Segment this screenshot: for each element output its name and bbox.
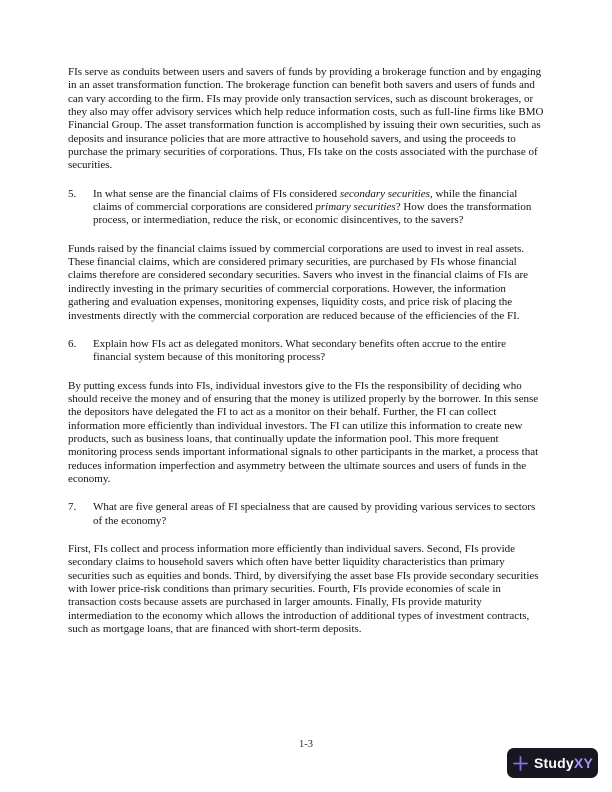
question-number: 7. <box>68 501 77 514</box>
question-text: What are five general areas of FI specialness that are caused by providing various services to sectors of the economy? <box>93 501 536 527</box>
document-body <box>68 66 547 651</box>
answer-paragraph: By putting excess funds into FIs, individual investors give to the FIs the responsibility of deciding who should receive the money and of ensuring that the money is utilized properly by the borrower. In this sense the depositors have delegated the FI to act as a monitor on their behalf. Further, the FI can collect information more efficiently than individual investors. The FI can utilize this information to create new products, such as business loans, that continually update the information pool. This more frequent monitoring process sends important informational signals to other participants in the market, a process that reduces information imperfection and asymmetry between the ultimate sources and users of funds in the economy. <box>68 379 539 485</box>
answer-paragraph: First, FIs collect and process information more efficiently than individual savers. Second, FIs provide secondary claims to household savers which often have better liquidity characteristics than primary securities such as equities and bonds. Third, by diversifying the asset base FIs provide secondary securities with lower price-risk conditions than primary securities. Fourth, FIs provide economies of scale in transaction costs because assets are purchased in larger amounts. Finally, FIs provide maturity intermediation to the economy which allows the introduction of additional types of investment contracts, such as mortgage loans, that are financed with short-term deposits. <box>68 542 539 636</box>
question-block <box>68 501 547 528</box>
question-block <box>68 338 547 365</box>
logo-wordmark <box>534 756 593 770</box>
logo-text-primary: Study <box>534 755 574 771</box>
plus-icon <box>512 755 529 772</box>
answer-paragraph: FIs serve as conduits between users and savers of funds by providing a brokerage function and by engaging in an asset transformation function. The brokerage function can benefit both savers and users of funds and can vary according to the firm. FIs may provide only transaction services, such as discount brokerages, or they also may offer advisory services which help reduce information costs, such as full-line firms like BMO Financial Group. The asset transformation function is accomplished by issuing their own securities, such as deposits and insurance policies that are more attractive to household savers, and using the proceeds to purchase the primary securities of corporations. Thus, FIs take on the costs associated with the purchase of securities. <box>68 66 544 172</box>
question-number: 5. <box>68 187 77 200</box>
logo-text-accent: XY <box>573 755 593 771</box>
question-text: In what sense are the financial claims of FIs considered secondary securities, while the financial claims of commercial corporations are considered primary securities? How does the transformation process, or intermediation, reduce the risk, or economic disincentives, to the savers? <box>93 187 532 227</box>
answer-paragraph: Funds raised by the financial claims issued by commercial corporations are used to invest in real assets. These financial claims, which are considered primary securities, are purchased by FIs whose financial claims therefore are considered secondary securities. Savers who invest in the financial claims of FIs are indirectly investing in the primary securities of commercial corporations. However, the information gathering and evaluation expenses, monitoring expenses, liquidity costs, and price risk of placing the investments directly with the commercial corporation are reduced because of the efficiencies of the FI. <box>68 242 528 322</box>
question-text: Explain how FIs act as delegated monitors. What secondary benefits often accrue to the entire financial system because of this monitoring process? <box>93 337 507 364</box>
studyxy-logo <box>507 748 598 778</box>
question-number: 6. <box>68 337 77 350</box>
question-block <box>68 188 547 228</box>
page-number: 1-3 <box>299 739 313 750</box>
